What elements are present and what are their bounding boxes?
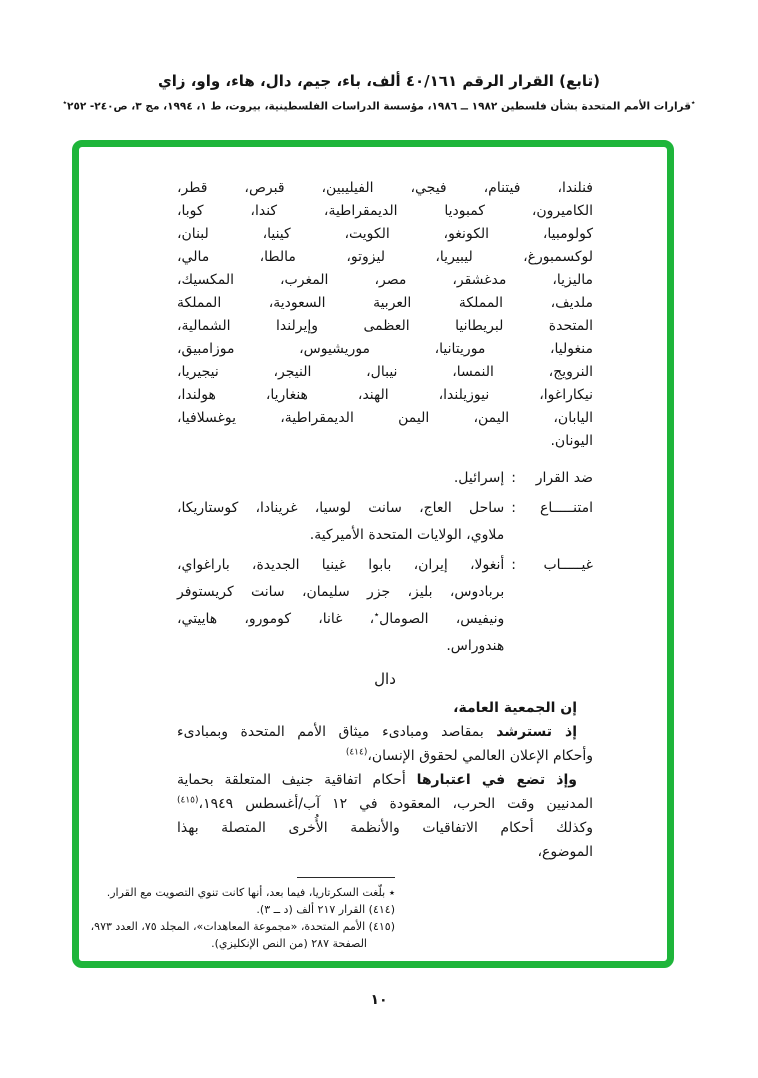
- citation-marker-end: ٭: [62, 98, 68, 107]
- colon-separator: :: [511, 557, 516, 573]
- vote-results: [177, 465, 593, 660]
- text-line: وكذلك أحكام الاتفاقيات والأنظمة الأُخرى المتصلة بهذا: [177, 820, 593, 836]
- vote-label-abstain: امتنـــــاع: [540, 500, 593, 516]
- text-line: وإذ تضع في اعتبارها أحكام اتفاقية جنيف المتعلقة بحماية: [177, 772, 577, 788]
- vote-abstain-countries: [177, 495, 504, 549]
- text-line: وأحكام الإعلان العالمي لحقوق الإنسان،$^{(٤١٤)}$: [345, 747, 593, 764]
- page-header: [0, 72, 758, 113]
- source-citation-text: قرارات الأمم المتحدة بشأن فلسطين ١٩٨٢ ــ ١٩٨٦، مؤسسة الدراسات الفلسطينية، بيروت، ط ١، ١٩٩٤، مج ٣، ص٢٤٠- ٢٥٢: [67, 100, 691, 113]
- resolution-title: (تابع) القرار الرقم ٤٠/١٦١ ألف، باء، جيم، دال، هاء، واو، زاي: [157, 72, 601, 90]
- vote-label-against: ضد القرار: [535, 470, 593, 486]
- text-line: ماليزيا، مدغشقر، مصر، المغرب، المكسيك،: [177, 272, 593, 288]
- text-line: الصفحة ٢٨٧ (من النص الإنكليزي).: [211, 937, 367, 950]
- text-line: المتحدة لبريطانيا العظمى وإيرلندا الشمالية،: [177, 318, 593, 334]
- vote-row-abstain: [177, 495, 593, 549]
- citation-marker-start: ٭: [690, 98, 696, 107]
- text-line: منغوليا، موريتانيا، موريشيوس، موزامبيق،: [177, 341, 593, 357]
- text-line: كولومبيا، الكونغو، الكويت، كينيا، لبنان،: [177, 226, 593, 242]
- footnote-block: [90, 877, 395, 952]
- colon-separator: :: [511, 500, 516, 516]
- text-line: إسرائيل.: [453, 470, 505, 486]
- text-line: نيكاراغوا، نيوزيلندا، الهند، هنغاريا، هولندا،: [177, 387, 593, 403]
- preamble-paragraphs: [177, 696, 593, 864]
- vote-label-absent: غيـــــاب: [543, 557, 593, 573]
- text-line: ملاوي، الولايات المتحدة الأميركية.: [309, 527, 505, 543]
- text-line: النرويج، النمسا، نيبال، النيجر، نيجيريا،: [177, 364, 593, 380]
- source-citation: [0, 98, 758, 113]
- text-line: ونيفيس، الصومال٭، غانا، كومورو، هاييتي،: [177, 610, 505, 627]
- green-highlight-frame: [72, 140, 674, 968]
- main-text-column: [177, 177, 593, 864]
- text-line: ٭ بلّغت السكرتاريا، فيما بعد، أنها كانت تنوي التصويت مع القرار.: [106, 886, 395, 899]
- footnote-separator-rule: [297, 877, 395, 878]
- text-line: المدنيين وقت الحرب، المعقودة في ١٢ آب/أغسطس ١٩٤٩،$^{(٤١٥)}$: [177, 795, 593, 812]
- footnotes: [90, 884, 395, 952]
- text-line: الكاميرون، كمبوديا الديمقراطية، كندا، كوبا،: [177, 203, 593, 219]
- text-line: (٤١٥) الأمم المتحدة، «مجموعة المعاهدات»، المجلد ٧٥، العدد ٩٧٣،: [90, 920, 395, 933]
- vote-row-absent: [177, 552, 593, 660]
- text-line: الموضوع،: [537, 844, 593, 860]
- text-line: هندوراس.: [446, 638, 505, 654]
- colon-separator: :: [511, 470, 516, 486]
- text-line: إذ تسترشد بمقاصد ومبادىء ميثاق الأمم المتحدة وبمبادىء: [177, 724, 578, 740]
- vote-absent-countries: [177, 552, 504, 660]
- text-line: اليابان، اليمن، اليمن الديمقراطية، يوغسلافيا،: [177, 410, 593, 426]
- voting-countries-list: [177, 177, 593, 453]
- text-line: اليونان.: [550, 433, 593, 449]
- text-line: لوكسمبورغ، ليبيريا، ليزوتو، مالطا، مالي،: [177, 249, 593, 265]
- vote-against-countries: [177, 465, 504, 492]
- page-number: ١٠: [370, 992, 388, 1008]
- text-line: ساحل العاج، سانت لوسيا، غرينادا، كوستاريكا،: [177, 500, 505, 516]
- text-line: بربادوس، بليز، جزر سليمان، سانت كريستوفر: [177, 584, 505, 600]
- text-line: (٤١٤) القرار ٢١٧ ألف (د ــ ٣).: [256, 903, 395, 916]
- vote-row-against: [177, 465, 593, 492]
- text-line: فنلندا، فيتنام، فيجي، الفيليبين، قبرص، قطر،: [177, 180, 593, 196]
- section-heading-dal: دال: [374, 670, 396, 688]
- text-line: إن الجمعية العامة،: [453, 700, 577, 716]
- text-line: ملديف، المملكة العربية السعودية، المملكة: [177, 295, 593, 311]
- text-line: أنغولا، إيران، بابوا غينيا الجديدة، باراغواي،: [177, 557, 505, 573]
